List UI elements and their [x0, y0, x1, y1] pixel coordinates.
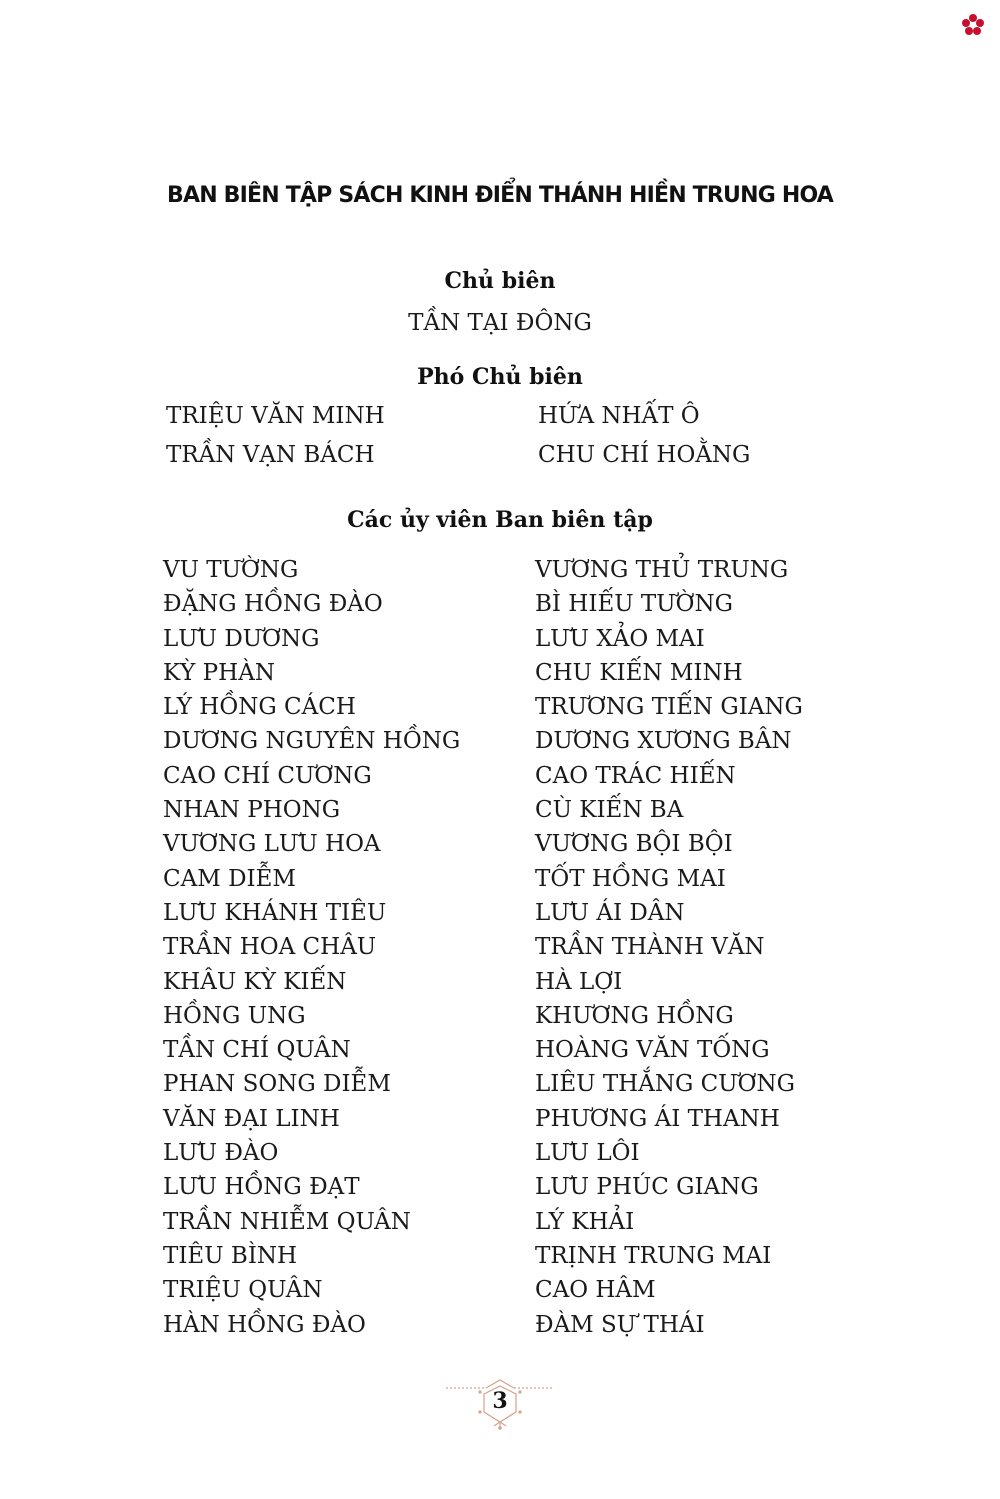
member-name: VƯƠNG THỦ TRUNG — [535, 557, 789, 583]
member-name: LÝ KHẢI — [535, 1208, 635, 1235]
member-name: LƯU XẢO MAI — [535, 625, 705, 652]
member-name: VĂN ĐẠI LINH — [163, 1105, 340, 1132]
member-name: LƯU HỒNG ĐẠT — [163, 1174, 360, 1201]
member-name: HÀ LỢI — [535, 968, 623, 995]
member-name: PHƯƠNG ÁI THANH — [535, 1105, 780, 1132]
member-name: KHÂU KỲ KIẾN — [163, 968, 347, 995]
member-name: TRIỆU QUÂN — [163, 1277, 323, 1304]
member-name: KỲ PHÀN — [163, 659, 275, 686]
deputy-editor-name: HỨA NHẤT Ô — [538, 403, 700, 429]
member-name: HOÀNG VĂN TỐNG — [535, 1037, 770, 1064]
member-name: CAO TRÁC HIẾN — [535, 762, 736, 789]
member-name: TỐT HỒNG MAI — [535, 865, 726, 892]
member-name: LƯU PHÚC GIANG — [535, 1174, 759, 1201]
member-name: HỒNG UNG — [163, 1002, 306, 1029]
deputy-editor-name: TRẦN VẠN BÁCH — [166, 442, 375, 468]
member-name: ĐẶNG HỒNG ĐÀO — [163, 591, 383, 618]
member-name: VƯƠNG LƯU HOA — [163, 831, 381, 858]
member-name: CAO CHÍ CƯƠNG — [163, 762, 372, 789]
member-name: TRƯƠNG TIẾN GIANG — [535, 694, 803, 721]
chief-editor-heading: Chủ biên — [444, 268, 556, 294]
member-name: LƯU ÁI DÂN — [535, 899, 685, 926]
member-name: LƯU LÔI — [535, 1140, 640, 1167]
member-name: TẦN CHÍ QUÂN — [163, 1037, 351, 1064]
deputy-editors-left-column — [166, 397, 385, 475]
member-name: NHAN PHONG — [163, 797, 341, 824]
deputy-editors-right-column — [538, 397, 750, 475]
deputy-editor-name: CHU CHÍ HOẰNG — [538, 442, 751, 468]
members-left-column — [163, 553, 460, 1342]
member-name: BÌ HIẾU TƯỜNG — [535, 591, 734, 618]
member-name: DƯƠNG NGUYÊN HỒNG — [163, 728, 461, 755]
member-name: ĐÀM SỰ THÁI — [535, 1311, 705, 1338]
deputy-editors-heading: Phó Chủ biên — [417, 364, 583, 390]
member-name: CHU KIẾN MINH — [535, 659, 743, 686]
member-name: TRẦN NHIỄM QUÂN — [163, 1208, 411, 1235]
page-number-badge — [440, 1378, 560, 1430]
member-name: CAM DIỄM — [163, 865, 296, 892]
member-name: TRẦN THÀNH VĂN — [535, 934, 765, 961]
flower-icon — [960, 12, 986, 38]
member-name: TRỊNH TRUNG MAI — [535, 1242, 772, 1269]
members-right-column — [535, 553, 803, 1342]
page-title: BAN BIÊN TẬP SÁCH KINH ĐIỂN THÁNH HIỀN TRUNG HOA — [167, 183, 833, 208]
members-heading: Các ủy viên Ban biên tập — [347, 507, 653, 533]
member-name: CÙ KIẾN BA — [535, 797, 684, 824]
member-name: VU TƯỜNG — [163, 557, 299, 583]
member-name: TIÊU BÌNH — [163, 1242, 298, 1269]
member-name: LÝ HỒNG CÁCH — [163, 694, 356, 721]
deputy-editor-name: TRIỆU VĂN MINH — [166, 403, 385, 429]
chief-editor-name: TẦN TẠI ĐÔNG — [408, 310, 592, 336]
member-name: KHƯƠNG HỒNG — [535, 1002, 734, 1029]
member-name: LƯU DƯƠNG — [163, 625, 320, 652]
member-name: LƯU ĐÀO — [163, 1140, 279, 1167]
member-name: PHAN SONG DIỄM — [163, 1071, 391, 1098]
member-name: TRẦN HOA CHÂU — [163, 934, 377, 961]
page-number: 3 — [492, 1388, 508, 1414]
member-name: VƯƠNG BỘI BỘI — [535, 831, 733, 858]
member-name: LIÊU THẮNG CƯƠNG — [535, 1071, 795, 1098]
member-name: HÀN HỒNG ĐÀO — [163, 1311, 366, 1338]
member-name: LƯU KHÁNH TIÊU — [163, 899, 387, 926]
member-name: DƯƠNG XƯƠNG BÂN — [535, 728, 792, 755]
member-name: CAO HÂM — [535, 1277, 656, 1304]
